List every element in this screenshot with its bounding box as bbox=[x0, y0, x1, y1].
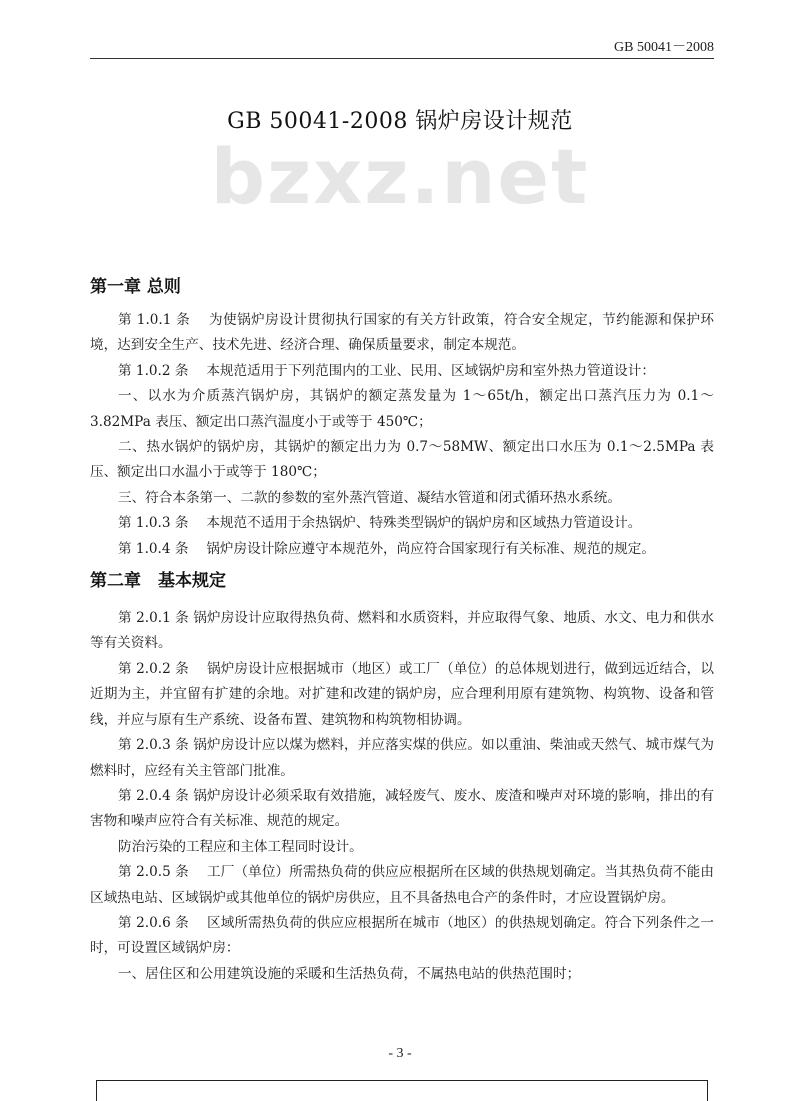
bottom-frame-border bbox=[96, 1080, 708, 1101]
paragraph: 第 1.0.2 条 本规范适用于下列范围内的工业、民用、区域锅炉房和室外热力管道设计： bbox=[118, 362, 655, 379]
document-body bbox=[90, 270, 714, 987]
paragraph: 防治污染的工程应和主体工程同时设计。 bbox=[118, 838, 363, 855]
paragraph: 第 2.0.1 条 锅炉房设计应取得热负荷、燃料和水质资料，并应取得气象、地质、水文、电力和供水等有关资料。 bbox=[90, 610, 714, 652]
page-number: - 3 - bbox=[388, 1046, 412, 1061]
running-header-code: GB 50041－2008 bbox=[614, 40, 714, 55]
paragraph: 三、符合本条第一、二款的参数的室外蒸汽管道、凝结水管道和闭式循环热水系统。 bbox=[118, 489, 621, 506]
document-title: GB 50041-2008 锅炉房设计规范 bbox=[227, 109, 573, 134]
paragraph: 第 1.0.3 条 本规范不适用于余热锅炉、特殊类型锅炉的锅炉房和区域热力管道设计。 bbox=[118, 515, 642, 532]
paragraph: 第 2.0.5 条 工厂（单位）所需热负荷的供应应根据所在区域的供热规划确定。当其热负荷不能由区域热电站、区域锅炉或其他单位的锅炉房供应，且不具备热电合产的条件时，才应设置锅炉房。 bbox=[90, 864, 714, 906]
paragraph: 第 2.0.6 条 区域所需热负荷的供应应根据所在城市（地区）的供热规划确定。符合下列条件之一时，可设置区域锅炉房： bbox=[90, 914, 714, 957]
paragraph: 二、热水锅炉的锅炉房，其锅炉的额定出力为 0.7～58MW、额定出口水压为 0.1～2.5MPa 表压、额定出口水温小于或等于 180℃； bbox=[90, 439, 714, 481]
paragraph: 第 2.0.3 条 锅炉房设计应以煤为燃料，并应落实煤的供应。如以重油、柴油或天然气、城市煤气为燃料时，应经有关主管部门批准。 bbox=[90, 737, 714, 779]
paragraph: 第 1.0.4 条 锅炉房设计除应遵守本规范外，尚应符合国家现行有关标准、规范的规定。 bbox=[118, 540, 655, 557]
chapter-heading: 第二章 基本规定 bbox=[90, 571, 226, 592]
paragraph: 第 2.0.2 条 锅炉房设计应根据城市（地区）或工厂（单位）的总体规划进行，做到远近结合，以近期为主，并宜留有扩建的余地。对扩建和改建的锅炉房，应合理利用原有建筑物、构筑物、设备和管线，并应与原有生产系统、设备布置、建筑物和构筑物相协调。 bbox=[90, 660, 714, 728]
header-rule bbox=[90, 58, 714, 59]
watermark-logo: bzxz.net bbox=[210, 132, 590, 221]
chapter-heading: 第一章 总则 bbox=[90, 277, 181, 297]
paragraph: 第 1.0.1 条 为使锅炉房设计贯彻执行国家的有关方针政策，符合安全规定，节约能源和保护环境，达到安全生产、技术先进、经济合理、确保质量要求，制定本规范。 bbox=[90, 312, 714, 354]
paragraph: 第 2.0.4 条 锅炉房设计必须采取有效措施，减轻废气、废水、废渣和噪声对环境的影响，排出的有害物和噪声应符合有关标准、规范的规定。 bbox=[90, 787, 714, 830]
paragraph: 一、以水为介质蒸汽锅炉房，其锅炉的额定蒸发量为 1～65t/h，额定出口蒸汽压力为 0.1～3.82MPa 表压、额定出口蒸汽温度小于或等于 450℃； bbox=[90, 388, 714, 430]
paragraph: 一、居住区和公用建筑设施的采暖和生活热负荷，不属热电站的供热范围时； bbox=[118, 965, 581, 982]
